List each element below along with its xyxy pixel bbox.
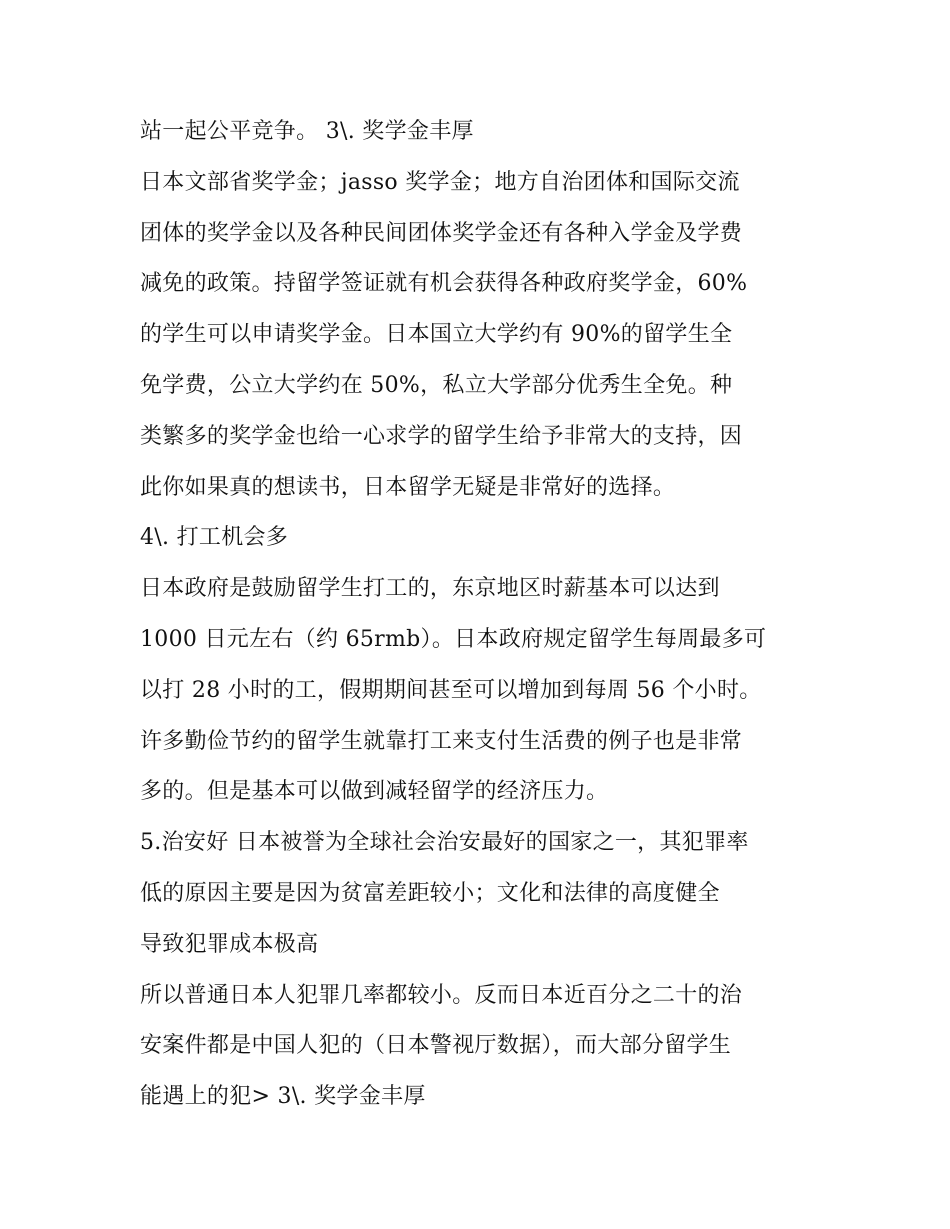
text-line: 免学费，公立大学约在 50%，私立大学部分优秀生全免。种	[140, 372, 733, 398]
text-line: 日本文部省奖学金；jasso 奖学金；地方自治团体和国际交流	[140, 169, 740, 195]
text-line: 的学生可以申请奖学金。日本国立大学约有 90%的留学生全	[140, 322, 733, 348]
text-line: 站一起公平竞争。 3\. 奖学金丰厚	[140, 119, 474, 144]
document-body	[140, 107, 820, 1123]
text-line: 导致犯罪成本极高	[140, 931, 319, 957]
text-line: 能遇上的犯> 3\. 奖学金丰厚	[140, 1084, 426, 1110]
text-line: 类繁多的奖学金也给一心求学的留学生给予非常大的支持，因	[140, 423, 743, 449]
text-line: 以打 28 小时的工，假期期间甚至可以增加到每周 56 个小时。	[140, 677, 762, 703]
text-line: 日本政府是鼓励留学生打工的，东京地区时薪基本可以达到	[140, 576, 720, 602]
text-line: 许多勤俭节约的留学生就靠打工来支付生活费的例子也是非常	[140, 728, 743, 754]
text-line: 5.治安好 日本被誉为全球社会治安最好的国家之一，其犯罪率	[140, 830, 749, 856]
text-line: 所以普通日本人犯罪几率都较小。反而日本近百分之二十的治	[140, 982, 743, 1008]
section-heading: 4\. 打工机会多	[140, 525, 289, 551]
text-line: 团体的奖学金以及各种民间团体奖学金还有各种入学金及学费	[140, 220, 743, 246]
text-line: 减免的政策。持留学签证就有机会获得各种政府奖学金，60%	[140, 271, 748, 297]
text-line: 低的原因主要是因为贫富差距较小；文化和法律的高度健全	[140, 880, 720, 906]
text-line: 多的。但是基本可以做到减轻留学的经济压力。	[140, 779, 609, 805]
text-line: 安案件都是中国人犯的（日本警视厅数据），而大部分留学生	[140, 1033, 732, 1059]
text-line: 1000 日元左右（约 65rmb）。日本政府规定留学生每周最多可	[140, 626, 767, 652]
text-line: 此你如果真的想读书，日本留学无疑是非常好的选择。	[140, 474, 676, 500]
